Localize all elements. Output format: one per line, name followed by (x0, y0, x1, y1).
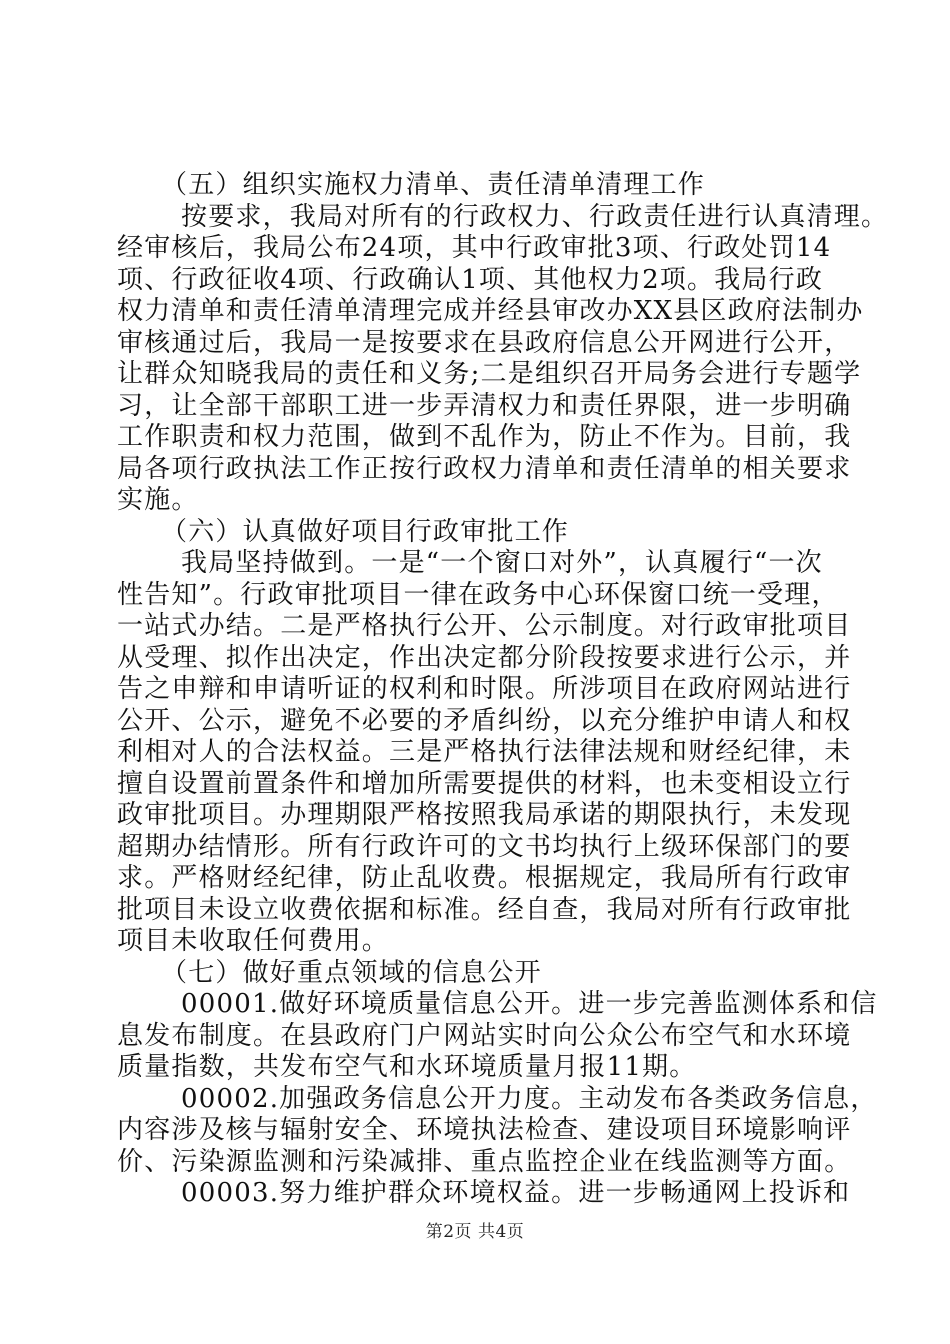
list-item-line: 质量指数，共发布空气和水环境质量月报11期。 (117, 1052, 697, 1082)
list-item-line: 00002.加强政务信息公开力度。主动发布各类政务信息， (181, 1083, 878, 1114)
paragraph-line: 权力清单和责任清单清理完成并经县审改办XX县区政府法制办 (117, 296, 864, 326)
section-heading-6: （六）认真做好项目行政审批工作 (161, 516, 570, 547)
paragraph-line: 政审批项目。办理期限严格按照我局承诺的期限执行，未发现 (117, 800, 852, 830)
paragraph-line: 实施。 (117, 485, 199, 515)
paragraph-line: 性告知”。行政审批项目一律在政务中心环保窗口统一受理， (117, 579, 839, 610)
section-heading-5: （五）组织实施权力清单、责任清单清理工作 (161, 170, 706, 200)
paragraph-line: 告之申辩和申请听证的权利和时限。所涉项目在政府网站进行 (117, 674, 852, 704)
paragraph-line: 从受理、拟作出决定，作出决定都分阶段按要求进行公示，并 (117, 642, 852, 673)
paragraph-line: 局各项行政执法工作正按行政权力清单和责任清单的相关要求 (117, 453, 852, 484)
page-number-footer: 第2页 共4页 (425, 1222, 525, 1242)
paragraph-line: 经审核后，我局公布24项，其中行政审批3项、行政处罚14 (117, 233, 832, 263)
paragraph-line: 审核通过后，我局一是按要求在县政府信息公开网进行公开， (117, 327, 852, 358)
paragraph-line: 擅自设置前置条件和增加所需要提供的材料，也未变相设立行 (117, 768, 852, 799)
paragraph-line: 项、行政征收4项、行政确认1项、其他权力2项。我局行政 (117, 264, 824, 295)
list-item-line: 00003.努力维护群众环境权益。进一步畅通网上投诉和 (181, 1178, 851, 1208)
paragraph-line: 项目未收取任何费用。 (117, 926, 390, 956)
section-heading-7: （七）做好重点领域的信息公开 (161, 957, 542, 988)
list-item-line: 00001.做好环境质量信息公开。进一步完善监测体系和信 (181, 989, 878, 1019)
paragraph-line: 批项目未设立收费依据和标准。经自查，我局对所有行政审批 (117, 894, 852, 925)
list-item-line: 息发布制度。在县政府门户网站实时向公众公布空气和水环境 (117, 1020, 852, 1051)
paragraph-line: 按要求，我局对所有的行政权力、行政责任进行认真清理。 (181, 201, 889, 232)
paragraph-line: 工作职责和权力范围，做到不乱作为，防止不作为。目前，我 (117, 422, 852, 452)
paragraph-line: 求。严格财经纪律，防止乱收费。根据规定，我局所有行政审 (117, 863, 852, 893)
paragraph-line: 习，让全部干部职工进一步弄清权力和责任界限，进一步明确 (117, 390, 852, 421)
paragraph-line: 超期办结情形。所有行政许可的文书均执行上级环保部门的要 (117, 831, 852, 862)
paragraph-line: 公开、公示，避免不必要的矛盾纠纷，以充分维护申请人和权 (117, 705, 852, 736)
paragraph-line: 让群众知晓我局的责任和义务;二是组织召开局务会进行专题学 (117, 359, 862, 389)
list-item-line: 价、污染源监测和污染减排、重点监控企业在线监测等方面。 (117, 1146, 852, 1177)
list-item-line: 内容涉及核与辐射安全、环境执法检查、建设项目环境影响评 (117, 1115, 852, 1145)
paragraph-line: 我局坚持做到。一是“一个窗口对外”，认真履行“一次 (181, 548, 823, 578)
paragraph-line: 一站式办结。二是严格执行公开、公示制度。对行政审批项目 (117, 611, 852, 641)
document-body (117, 170, 889, 1210)
paragraph-line: 利相对人的合法权益。三是严格执行法律法规和财经纪律，未 (117, 737, 852, 767)
